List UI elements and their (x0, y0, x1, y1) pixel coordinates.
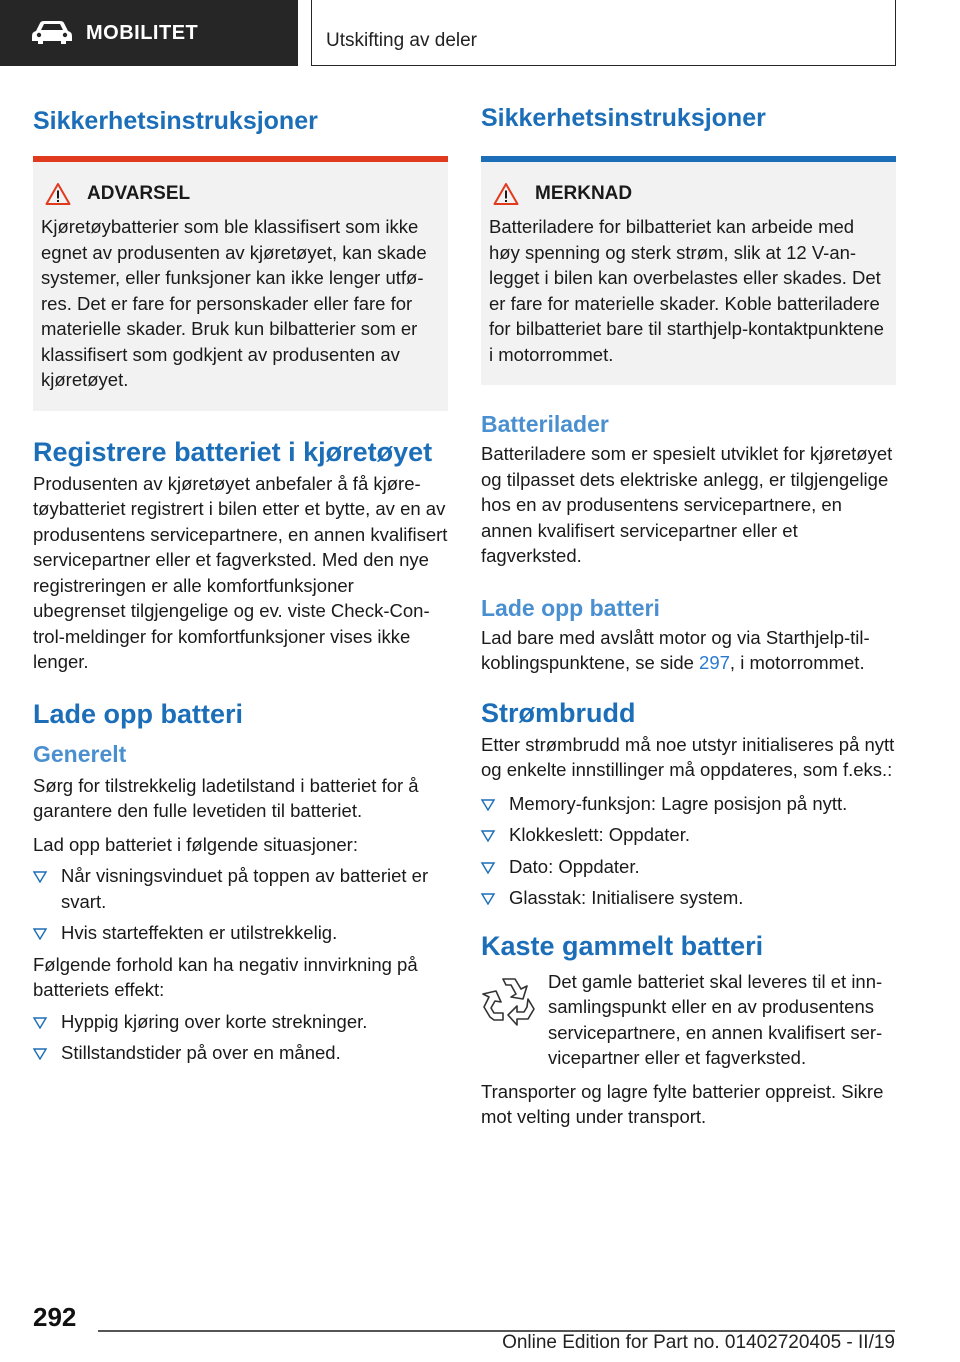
note-title: MERKNAD (535, 183, 633, 204)
bullet-triangle-icon (481, 830, 495, 842)
chapter-tab (311, 0, 896, 66)
disposal-body: Det gamle batteriet skal leveres til et innsamlingspunkt eller en av produsentens servicepartnere, en annen kvalifisert servicepartner eller et fagverksted. (548, 970, 883, 1068)
note-title-row (489, 178, 888, 210)
bullet-triangle-icon (33, 928, 47, 940)
register-heading: Registrere batteriet i kjøretøyet (33, 436, 433, 467)
warning-title-row (41, 178, 440, 210)
bullet-triangle-icon (481, 862, 495, 874)
charger-heading: Batterilader (481, 411, 609, 437)
negative-list (33, 1009, 448, 1066)
list-item: Hyppig kjøring over korte strekninger. (33, 1009, 448, 1035)
charger-body: Batteriladere som er spesielt utviklet for kjøretøyet og tilpasset dets elektriske anlegg, er tilgjengelige hos en av produsentens servicepartnere, en annen kvalifisert servicepartner eller et fagverksted. (481, 443, 893, 566)
section-tab (0, 0, 298, 66)
page-number: 292 (33, 1302, 77, 1332)
left-column (33, 100, 448, 1072)
situations-label: Lad opp batteriet i følgende situasjoner: (33, 833, 358, 855)
safety-heading-right: Sikkerhetsinstruksjoner (481, 104, 766, 132)
list-item: Klokkeslett: Oppdater. (481, 822, 896, 848)
list-item: Dato: Oppdater. (481, 854, 896, 880)
list-item: Glasstak: Initialisere system. (481, 885, 896, 911)
page-header (0, 0, 960, 66)
safety-heading-left: Sikkerhetsinstruksjoner (33, 107, 318, 135)
charge-battery-body: Lad bare med avslått motor og via Starthjelp-tilkoblingspunktene, se side 297, i motorrommet. (481, 626, 870, 673)
power-failure-heading: Strømbrudd (481, 697, 636, 728)
edition-line: Online Edition for Part no. 01402720405 - II/19 (502, 1332, 895, 1353)
power-failure-body: Etter strømbrudd må noe utstyr initialiseres på nytt og enkelte innstillinger må oppdateres, som f.eks.: (481, 733, 895, 780)
warning-title: ADVARSEL (87, 183, 191, 204)
bullet-triangle-icon (33, 871, 47, 883)
charge-intro: Sørg for tilstrekkelig ladetilstand i batteriet for å garantere den fulle levetiden til batteriet. (33, 774, 419, 821)
note-box (481, 162, 896, 385)
right-column (481, 100, 896, 1130)
disposal-row (481, 969, 896, 1071)
list-item: Når visningsvinduet på toppen av batteriet er svart. (33, 863, 448, 914)
warning-body: Kjøretøybatterier som ble klassifisert som ikke egnet av produsenten av kjøretøyet, kan skade systemer, eller funksjoner kan ikke lenger utføres. Det er fare for personskader eller fare for materielle skader. Bruk kun bilbatterier som er klassifisert som godkjent av produsenten av kjøretøyet. (41, 216, 427, 390)
transport-body: Transporter og lagre fylte batterier oppreist. Sikre mot velting under transport. (481, 1080, 884, 1127)
charge-heading: Lade opp batteri (33, 698, 244, 729)
list-item: Memory-funksjon: Lagre posisjon på nytt. (481, 791, 896, 817)
recycle-icon (481, 973, 537, 1027)
power-failure-list (481, 791, 896, 911)
charge-battery-heading: Lade opp batteri (481, 594, 660, 621)
chapter-title: Utskifting av deler (326, 30, 478, 51)
page-link[interactable]: 297 (699, 652, 730, 673)
bullet-triangle-icon (481, 799, 495, 811)
disposal-heading: Kaste gammelt batteri (481, 930, 764, 961)
car-icon (30, 19, 74, 47)
bullet-triangle-icon (481, 893, 495, 905)
warning-box (33, 162, 448, 411)
note-body: Batteriladere for bilbatteriet kan arbeide med høy spenning og sterk strøm, slik at 12 V-anlegget i bilen kan overbelastes eller skades. Det er fare for materielle skader. Koble batteriladere for bilbatteriet bare til starthjelp-kontaktpunktene i motorrommet. (489, 216, 884, 365)
bullet-triangle-icon (33, 1048, 47, 1060)
general-subheading: Generelt (33, 740, 127, 767)
list-item: Stillstandstider på over en måned. (33, 1040, 448, 1066)
list-item: Hvis starteffekten er utilstrekkelig. (33, 920, 448, 946)
register-body: Produsenten av kjøretøyet anbefaler å få kjøretøybatteriet registrert i bilen etter et bytte, av en av produsentens servicepartnere, en annen kvalifisert servicepartner eller et fagverksted. Med den nye registreringen er alle komfortfunksjoner ubegrenset tilgjengelige og ev. viste Check-Control-meldinger for komfortfunksjoner vises ikke lenger. (33, 472, 448, 672)
situations-list (33, 863, 448, 946)
warning-triangle-icon (493, 182, 519, 206)
section-title: MOBILITET (86, 21, 199, 44)
warning-triangle-icon (45, 182, 71, 206)
negative-label: Følgende forhold kan ha negativ innvirkning på batteriets effekt: (33, 953, 418, 1000)
bullet-triangle-icon (33, 1017, 47, 1029)
